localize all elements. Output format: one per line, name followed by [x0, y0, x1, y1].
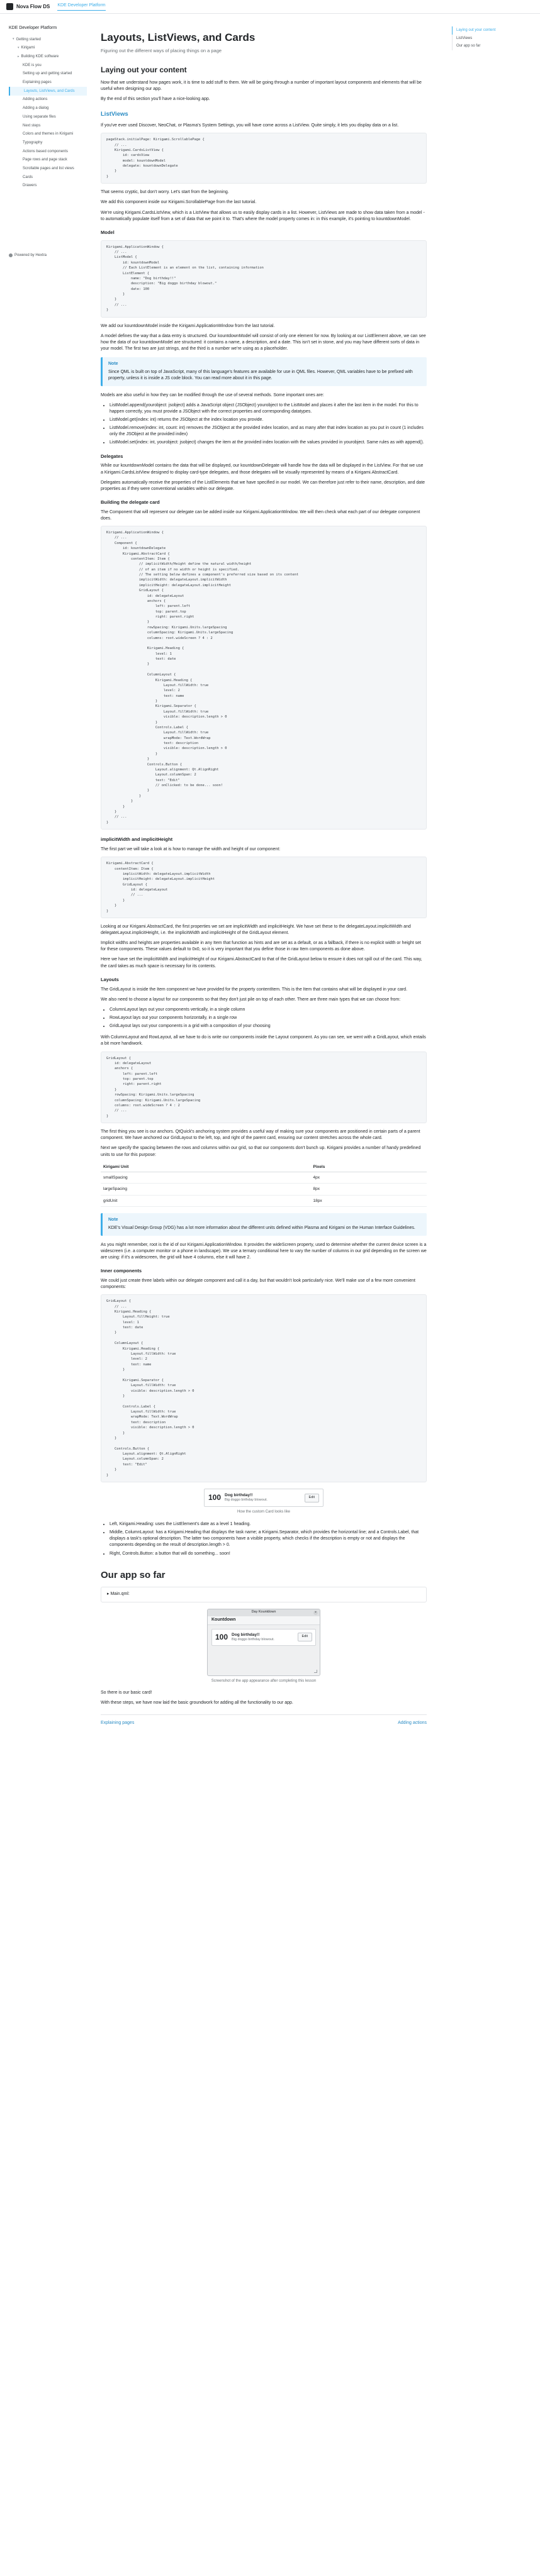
layout-types-list	[110, 1007, 427, 1030]
paragraph-implicit-2: Looking at our Kirigami.AbstractCard, the first properties we set are implicitWidth and implicitHeight. We have set these to the delegateLayout.implicitWidth and delegateLayout.implicitHeight, i.e. the implicitWidth and implicitHeight of the GridLayout element.	[101, 924, 411, 936]
card-preview	[204, 1489, 323, 1507]
list-item: • Middle, ColumnLayout: has a Kirigami.Heading that displays the task name; a Kirigami.Separator, which provides the horizontal line; and a Controls.Label, that displays a task's optional description. The latter two components have a visible property, which checks if the description is empty or not and displays the components depending on the result of description.length > 0.	[110, 1530, 427, 1548]
list-item: • ListModel.append(yourobject: jsobject) adds a JavaScript object (JSObject) yourobject to the ListModel and places it after the last item in the model. For this to happen correctly, you must provide a JSObject with the correct properties and corresponding datatypes.	[110, 402, 427, 415]
paragraph-layouts-3: With ColumnLayout and RowLayout, all we have to do is write our components inside the Layout component. As you can see, we went with a GridLayout, which entails a bit more handiwork.	[101, 1035, 426, 1046]
heading-listviews: ListViews	[101, 111, 128, 118]
list-item: • RowLayout lays out your components horizontally, in a single row	[110, 1015, 427, 1021]
card-day-number: 100	[208, 1492, 222, 1502]
sidebar-item-label: Building KDE software	[21, 55, 59, 59]
list-item: • ListModel.remove(index: int, count: int) removes the JSObject at the provided index location, and as many after that index location as you put in count (1 includes only the JSObject at the provided index)	[110, 425, 427, 438]
sidebar-item[interactable]	[9, 173, 87, 182]
card-title: Dog birthday!!	[225, 1492, 253, 1497]
sidebar-item-label: Setting up and getting started	[23, 72, 72, 76]
code-block-delegate[interactable]: Kirigami.ApplicationWindow { // ... Component { id: kountdownDelegate Kirigami.AbstractCard { contentItem: Item { // implicitWidth/Height define the natural width/height // of an item if no width or height is specified. // The setting below defines a component's preferred size based on its content implicitWidth: delegateLayout.implicitWidth implicitHeight: delegateLayout.implicitHeight GridLayout { id: delegateLayout anchors { left: parent.left top: parent.top right: parent.right } rowSpacing: Kirigami.Units.largeSpacing columnSpacing: Kirigami.Units.largeSpacing columns: root.wideScreen ? 4 : 2 Kirigami.Heading { level: 1 text: date } ColumnLayout { Kirigami.Heading { Layout.fillWidth: true level: 2 text: name } Kirigami.Separator { Layout.fillWidth: true visible: description.length > 0 } Controls.Label { Layout.fillWidth: true wrapMode: Text.WordWrap text: description visible: description.length > 0 } } Controls.Button { Layout.alignment: Qt.AlignRight Layout.columnSpan: 2 text: "Edit" // onClicked: to be done... soon! } } } } } // ... }	[101, 526, 427, 830]
paragraph-implicit-3: Implicit widths and heights are properties available in any Item that function as hints and are set as a default, or as a fallback, if there is no explicit width or height set for these components. These values default to 0x0, so it is very important that you define those in raw Item components as done above.	[101, 941, 421, 952]
sidebar-item[interactable]	[9, 147, 87, 156]
heading-implicit: implicitWidth and implicitHeight	[101, 836, 173, 843]
paragraph-listviews-3: We add this component inside our Kirigami.ScrollablePage from the last tutorial.	[101, 200, 257, 205]
app-card	[211, 1629, 316, 1646]
table-cell: 4px	[311, 1172, 427, 1184]
figure-caption: How the custom Card looks like	[237, 1510, 291, 1514]
sidebar-item[interactable]	[9, 96, 87, 104]
heading-our-app: Our app so far	[101, 1569, 166, 1580]
sidebar-item[interactable]	[9, 70, 87, 79]
note-title: Note	[108, 1218, 118, 1223]
sidebar-item-label: KDE is you	[23, 63, 42, 67]
card-text	[225, 1492, 304, 1503]
paragraph-intro: Now that we understand how pages work, it is time to add stuff to them. We will be going through a number of important layout components and elements that will be useful when designing our app.	[101, 80, 422, 92]
brand-name[interactable]: Nova Flow DS	[16, 3, 50, 9]
chevron-right-icon: ▸	[107, 1592, 111, 1597]
note-text: Since QML is built on top of JavaScript, many of this language's features are available for use in QML files. However, QML variables have to be prefixed with property, unless it is inside a JS code block. You can read more about it in this page.	[108, 370, 413, 381]
page-navigation	[101, 1714, 427, 1726]
toc-item-listviews[interactable]: ListViews	[452, 35, 534, 43]
table-cell: largeSpacing	[101, 1184, 311, 1195]
list-item: • ColumnLayout lays out your components vertically, in a single column	[110, 1007, 427, 1013]
paragraph-implicit-4: Here we have set the implicitWidth and implicitHeight of our Kirigami.AbstractCard to that of the GridLayout below to ensure it does not spill out of the card. This way, the card takes as much space is necessary for its contents.	[101, 957, 422, 969]
chevron-icon: ▾	[13, 37, 14, 42]
heading-laying-out: Laying out your content	[101, 65, 187, 74]
sidebar-item[interactable]	[9, 182, 87, 191]
list-item: • GridLayout lays out your components in a grid with a composition of your choosing	[110, 1023, 427, 1030]
code-block-inner[interactable]: GridLayout { // ... Kirigami.Heading { Layout.fillHeight: true level: 1 text: date } ColumnLayout { Kirigami.Heading { Layout.fillWidth: true level: 2 text: name } Kirigami.Separator { Layout.fillWidth: true visible: description.length > 0 } Controls.Label { Layout.fillWidth: true wrapMode: Text.WordWrap text: description visible: description.length > 0 } } Controls.Button { Layout.alignment: Qt.AlignRight Layout.columnSpan: 2 text: "Edit" } }	[101, 1294, 427, 1482]
sidebar-item-label: Actions based components	[23, 149, 69, 153]
sidebar-item-label: Next steps	[23, 123, 41, 128]
card-description: Big doggo birthday blowout.	[232, 1638, 274, 1642]
code-block-implicit[interactable]: Kirigami.AbstractCard { contentItem: Item { implicitWidth: delegateLayout.implicitWidth implicitHeight: delegateLayout.implicitHeight GridLayout { id: delegateLayout // ... } } }	[101, 857, 427, 918]
sidebar	[0, 14, 87, 272]
toc-item-laying-out[interactable]: Laying out your content	[452, 26, 534, 35]
logo-icon[interactable]	[6, 3, 13, 10]
card-description: Big doggo birthday blowout.	[225, 1498, 267, 1502]
sidebar-item-label: Layouts, ListViews, and Cards	[24, 89, 75, 93]
sidebar-item[interactable]	[9, 138, 87, 147]
methods-list	[110, 402, 427, 447]
next-page-title: Adding actions	[398, 1720, 427, 1725]
code-block-model[interactable]: Kirigami.ApplicationWindow { // ... ListModel { id: kountdownModel // Each ListElement is an element on the list, containing information ListElement { name: "Dog birthday!!" description: "Big doggo birthday blowout." date: 100 } } // ... }	[101, 240, 427, 318]
sidebar-item[interactable]	[9, 104, 87, 113]
paragraph-layouts-2: We also need to choose a layout for our components so that they don't just pile on top of each other. There are three main types that we can choose from:	[101, 997, 401, 1002]
list-item: • Left, Kirigami.Heading: uses the ListElement's date as a level 1 heading.	[110, 1521, 427, 1528]
paragraph-layouts-6: As you might remember, root is the id of our Kirigami.ApplicationWindow. It provides the wideScreen property, used to determine whether the current device screen is a widescreen (i.e. a computer monitor or a phone in landscape). We use a ternary conditional here to vary the number of columns in our grid depending on the screen we are using: if it's a widescreen, the grid will have 4 columns, else it will have 2.	[101, 1242, 427, 1260]
code-block-gridlayout[interactable]: GridLayout { id: delegateLayout anchors { left: parent.left top: parent.top right: parent.right } rowSpacing: Kirigami.Units.largeSpacing columnSpacing: Kirigami.Units.largeSpacing columns: root.wideScreen ? 4 : 2 // ... }	[101, 1052, 427, 1124]
prev-page-title: Explaining pages	[101, 1720, 135, 1725]
top-nav-link[interactable]: KDE Developer Platform	[57, 3, 105, 10]
card-edit-button[interactable]: Edit	[305, 1494, 319, 1502]
top-bar	[0, 0, 540, 14]
sidebar-item[interactable]	[9, 156, 87, 165]
sidebar-item[interactable]	[9, 130, 87, 139]
sidebar-item[interactable]	[9, 113, 87, 121]
hextra-icon	[9, 253, 13, 257]
inner-components-list	[110, 1521, 427, 1557]
sidebar-item[interactable]	[9, 87, 87, 96]
paragraph-model-3: Models are also useful in how they can be modified through the use of several methods. Some important ones are:	[101, 392, 324, 397]
sidebar-item-label: Adding a dialog	[23, 106, 49, 111]
prev-page-link[interactable]	[101, 1720, 257, 1726]
note-title: Note	[108, 362, 118, 367]
sidebar-item[interactable]	[9, 44, 87, 53]
heading-model: Model	[101, 229, 115, 235]
list-item: • Right, Controls.Button: a button that will do something... soon!	[110, 1551, 427, 1557]
table-cell: smallSpacing	[101, 1172, 311, 1184]
card-day-number: 100	[215, 1632, 228, 1641]
sidebar-item[interactable]	[9, 61, 87, 70]
sidebar-items	[9, 35, 87, 190]
table-header: Pixels	[311, 1162, 427, 1172]
page-subtitle: Figuring out the different ways of placing things on a page	[101, 47, 222, 53]
table-header: Kirigami Unit	[101, 1162, 311, 1172]
figure-caption: Screenshot of the app appearance after completing this lesson	[211, 1679, 317, 1683]
table-of-contents	[452, 26, 534, 50]
sidebar-item-label: Typography	[23, 140, 43, 145]
code-block-cardslistview[interactable]: pageStack.initialPage: Kirigami.ScrollablePage { // ... Kirigami.CardsListView { id: cardsView model: kountdownModel delegate: kountdownDelegate } }	[101, 133, 427, 184]
sidebar-item[interactable]	[9, 35, 87, 44]
app-titlebar	[208, 1609, 320, 1616]
sidebar-item[interactable]	[9, 164, 87, 173]
table-cell: 8px	[311, 1184, 427, 1195]
main-qml-collapsible[interactable]	[101, 1587, 427, 1602]
paragraph-delegates-2: Delegates automatically receive the properties of the ListElements that we have specified in our model. We can therefore just refer to their name, description, and date properties as if they were conventional variables within our delegate.	[101, 480, 425, 491]
powered-by[interactable]	[9, 253, 47, 258]
chevron-icon: ▸	[18, 54, 20, 58]
note-callout-qml	[101, 357, 427, 386]
sidebar-item-label: Drawers	[23, 184, 37, 188]
list-item: • ListModel.get(index: int) returns the JSObject at the index location you provide.	[110, 417, 427, 423]
collapsible-label: Main.qml:	[110, 1592, 130, 1597]
list-item: • ListModel.set(index: int, yourobject: jsobject) changes the item at the provided index location with the values provided in yourobject. Same rules as with append().	[110, 440, 427, 446]
paragraph-listviews-4: We're using Kirigami.CardsListView, which is a ListView that allows us to easily display cards in a list. However, ListViews are made to show data taken from a model - to automatically populate itself from a set of data that we point it to. That's where the model property comes in: in this example, it's pointing to kountdownModel.	[101, 210, 425, 221]
heading-delegates: Delegates	[101, 453, 123, 459]
paragraph-model-2: A model defines the way that a data entry is structured. Our kountdownModel will consist of only one element for now. By looking at our ListElement above, we can see how the data of our kountdownModel are structured: it contains a name, a description, and a date. This isn't set in stone, and you may have different sorts of data in your model. The first two are just strings, and the third is a number we're using as a placeholder.	[101, 333, 426, 351]
table-header-row	[101, 1162, 427, 1172]
paragraph-layouts-5: Next we specify the spacing between the rows and columns within our grid, so that our components don't bunch up. Kirigami provides a number of handy predefined units to use for this purpose:	[101, 1146, 421, 1157]
paragraph-building-1: The Component that will represent our delegate can be added inside our Kirigami.ApplicationWindow. We will then check what each part of our delegate component does.	[101, 509, 420, 521]
sidebar-item-label: Adding actions	[23, 97, 48, 102]
toc-item-app-so-far[interactable]: Our app so far	[452, 42, 534, 50]
sidebar-item-label: Page rows and page stack	[23, 158, 67, 162]
card-title: Dog birthday!!	[232, 1632, 260, 1637]
app-page-header: Kountdown	[208, 1616, 320, 1625]
app-body	[208, 1625, 320, 1675]
app-window-screenshot	[207, 1609, 320, 1676]
table-row	[101, 1184, 427, 1195]
main-content	[87, 14, 442, 1726]
note-text: KDE's Visual Design Group (VDG) has a lot more information about the different units defined within Plasma and Kirigami on the Human Interface Guidelines.	[108, 1226, 415, 1231]
paragraph-inner-1: We could just create three labels within our delegate component and call it a day, but that wouldn't look particularly nice. We'll make use of a few more convenient components:	[101, 1278, 415, 1290]
sidebar-item-label: Explaining pages	[23, 80, 52, 85]
app-window-title: Day Kountdown	[251, 1610, 276, 1614]
paragraph-listviews-2: That seems cryptic, but don't worry. Let's start from the beginning.	[101, 190, 229, 195]
units-table	[101, 1162, 427, 1208]
paragraph-implicit-1: The first part we will take a look at is how to manage the width and height of our component:	[101, 847, 281, 852]
card-text	[232, 1632, 297, 1643]
chevron-icon: ▾	[18, 46, 20, 50]
sidebar-item-label: Getting started	[16, 37, 41, 42]
paragraph-end-2: With these steps, we have now laid the basic groundwork for adding all the functionality to our app.	[101, 1701, 293, 1706]
sidebar-item-label: Colors and themes in Kirigami	[23, 132, 74, 136]
sidebar-item[interactable]	[9, 53, 87, 62]
paragraph-listviews-1: If you've ever used Discover, NeoChat, or Plasma's System Settings, you will have come across a ListView. Quite simply, it lets you display data on a list.	[101, 123, 399, 128]
paragraph-model-1: We add our kountdownModel inside the Kirigami.ApplicationWindow from the last tutorial.	[101, 323, 275, 328]
table-row	[101, 1172, 427, 1184]
table-row	[101, 1195, 427, 1206]
paragraph-end-1: So there is our basic card!	[101, 1690, 152, 1696]
next-page-link[interactable]	[270, 1720, 427, 1726]
paragraph-delegates-1: While our kountdownModel contains the data that will be displayed, our kountdownDelegate will handle how the data will be displayed in the ListView. For that we use a Kirigami.CardsListView designed to display card-type delegates, and those delegates will be visually represented by means of a Kirigami.AbstractCard.	[101, 464, 424, 475]
card-edit-button[interactable]: Edit	[298, 1633, 312, 1641]
heading-layouts: Layouts	[101, 976, 119, 982]
heading-inner-components: Inner components	[101, 1268, 142, 1274]
heading-building-card: Building the delegate card	[101, 499, 160, 505]
note-callout-vdg	[101, 1213, 427, 1235]
paragraph-layouts-4: The first thing you see is our anchors. QtQuick's anchoring system provides a useful way of making sure your components are positioned in certain parts of a parent component. We have anchored our GridLayout to the left, top, and right of the parent card, ensuring our content stretches across the whole card.	[101, 1130, 420, 1141]
sidebar-item[interactable]	[9, 121, 87, 130]
table-cell: gridUnit	[101, 1195, 311, 1206]
sidebar-item[interactable]	[9, 79, 87, 87]
close-icon[interactable]: ×	[313, 1611, 318, 1615]
sidebar-item-label: Kirigami	[21, 46, 35, 50]
sidebar-title[interactable]: KDE Developer Platform	[9, 26, 57, 30]
table-cell: 18px	[311, 1195, 427, 1206]
paragraph-layouts-1: The GridLayout is inside the Item component we have provided for the property contentItem. This is the Item that contains what will be displayed in your card.	[101, 987, 408, 992]
page-title: Layouts, ListViews, and Cards	[101, 31, 256, 43]
powered-by-label: Powered by Hextra	[14, 253, 47, 257]
paragraph-intro-2: By the end of this section you'll have a nice-looking app.	[101, 97, 210, 102]
sidebar-item-label: Cards	[23, 175, 33, 179]
sidebar-item-label: Scrollable pages and list views	[23, 166, 74, 170]
resize-handle-icon[interactable]	[314, 1670, 317, 1673]
sidebar-item-label: Using separate files	[23, 114, 56, 119]
